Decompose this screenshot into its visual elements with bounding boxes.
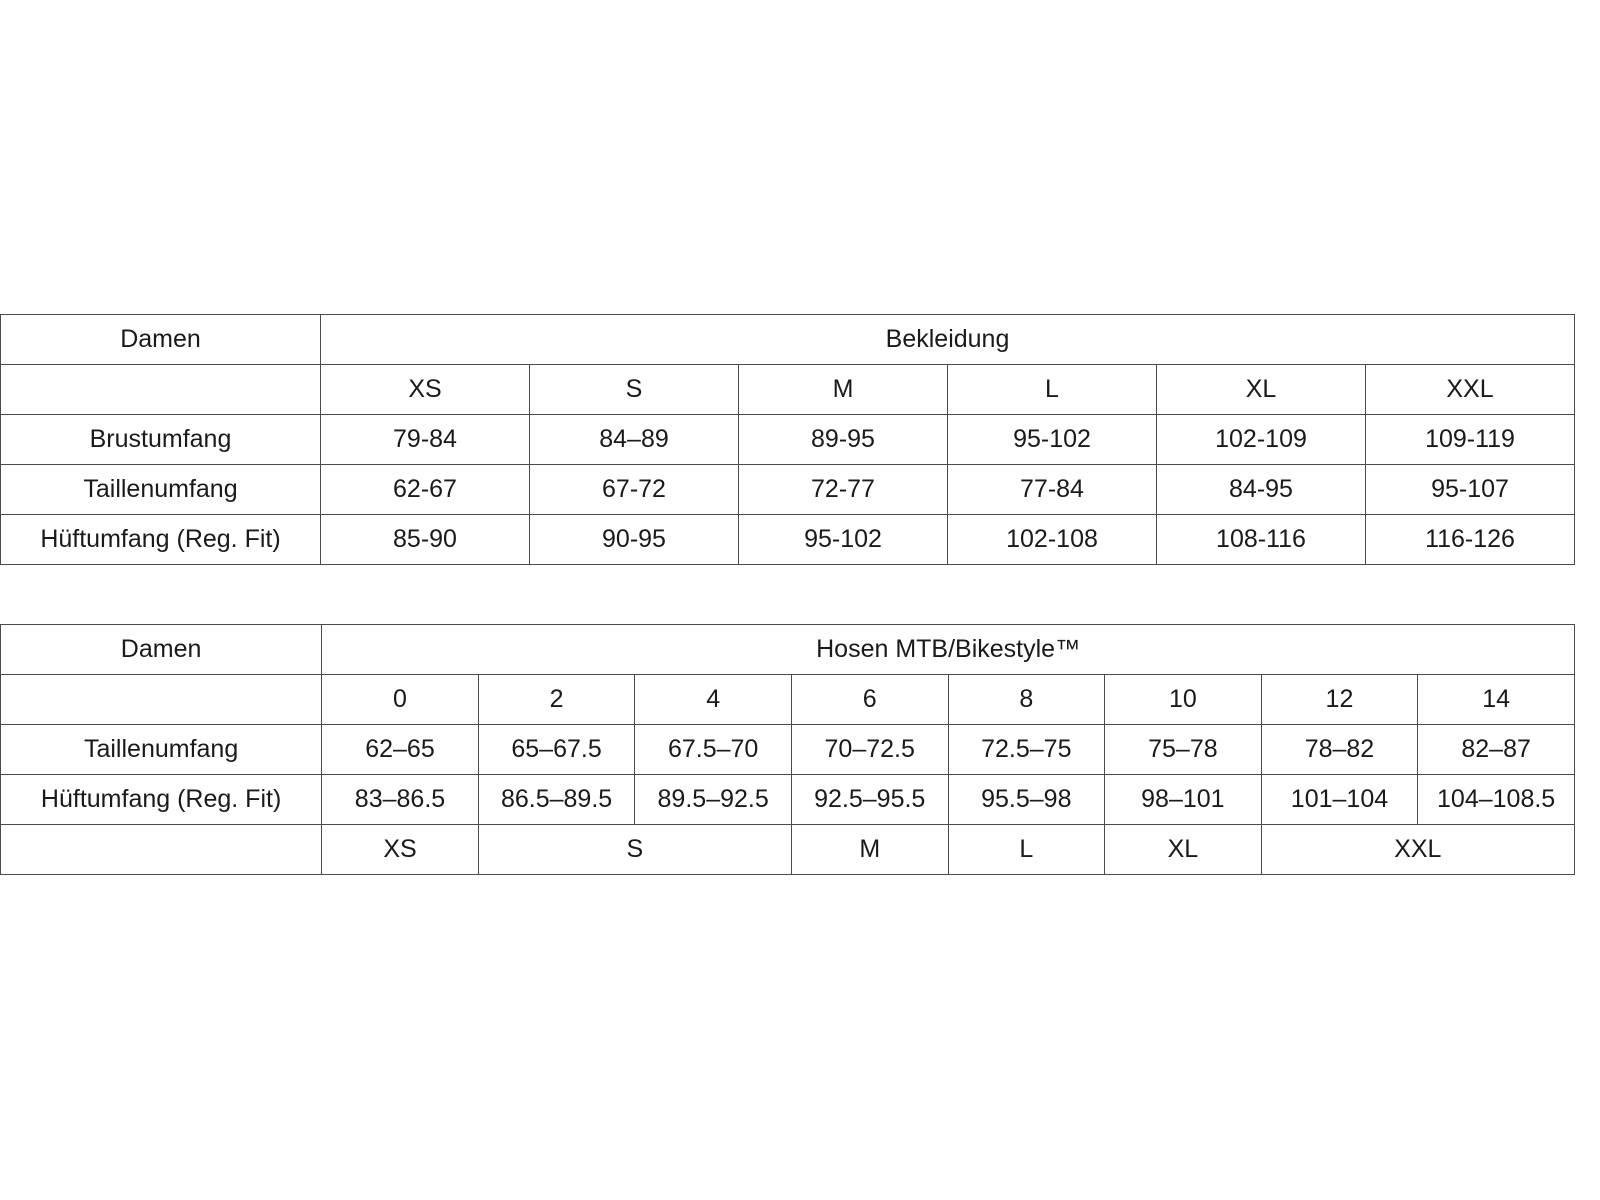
cell-hueftumfang-s: 90-95	[530, 515, 739, 565]
cell-hueftumfang-xxl: 116-126	[1366, 515, 1575, 565]
table-row	[1, 775, 1575, 825]
size-header-6: 6	[791, 675, 948, 725]
footer-size-xl: XL	[1105, 825, 1262, 875]
cell-taillenumfang-m: 72-77	[739, 465, 948, 515]
size-header-l: L	[948, 365, 1157, 415]
cell-taillenumfang-xxl: 95-107	[1366, 465, 1575, 515]
table-row-header-title	[1, 625, 1575, 675]
table-row	[1, 725, 1575, 775]
group-label-damen-pants: Damen	[1, 625, 322, 675]
footer-size-m: M	[791, 825, 948, 875]
table-row-size-headers	[1, 675, 1575, 725]
category-title-hosen: Hosen MTB/Bikestyle™	[322, 625, 1575, 675]
cell-brustumfang-l: 95-102	[948, 415, 1157, 465]
cell-brustumfang-m: 89-95	[739, 415, 948, 465]
size-header-0: 0	[322, 675, 479, 725]
cell-pants-huefte-12: 101–104	[1261, 775, 1418, 825]
cell-hueftumfang-xl: 108-116	[1157, 515, 1366, 565]
table-row-header-title	[1, 315, 1575, 365]
size-header-8: 8	[948, 675, 1105, 725]
table-pants	[0, 624, 1575, 875]
footer-spacer	[1, 825, 322, 875]
cell-hueftumfang-l: 102-108	[948, 515, 1157, 565]
cell-pants-huefte-0: 83–86.5	[322, 775, 479, 825]
cell-brustumfang-xl: 102-109	[1157, 415, 1366, 465]
cell-pants-huefte-2: 86.5–89.5	[478, 775, 635, 825]
table-row-size-headers	[1, 365, 1575, 415]
row-label-hueftumfang-pants: Hüftumfang (Reg. Fit)	[1, 775, 322, 825]
table-clothing	[0, 314, 1575, 565]
size-header-s: S	[530, 365, 739, 415]
size-header-xs: XS	[321, 365, 530, 415]
cell-taillenumfang-xs: 62-67	[321, 465, 530, 515]
cell-pants-taille-8: 72.5–75	[948, 725, 1105, 775]
cell-taillenumfang-xl: 84-95	[1157, 465, 1366, 515]
cell-taillenumfang-l: 77-84	[948, 465, 1157, 515]
size-header-spacer-pants	[1, 675, 322, 725]
cell-hueftumfang-xs: 85-90	[321, 515, 530, 565]
cell-brustumfang-xxl: 109-119	[1366, 415, 1575, 465]
size-header-spacer	[1, 365, 321, 415]
cell-pants-huefte-6: 92.5–95.5	[791, 775, 948, 825]
size-header-xxl: XXL	[1366, 365, 1575, 415]
table-row	[1, 515, 1575, 565]
cell-pants-taille-10: 75–78	[1105, 725, 1262, 775]
cell-pants-taille-6: 70–72.5	[791, 725, 948, 775]
footer-size-s: S	[478, 825, 791, 875]
cell-pants-taille-14: 82–87	[1418, 725, 1575, 775]
cell-pants-taille-4: 67.5–70	[635, 725, 792, 775]
size-header-14: 14	[1418, 675, 1575, 725]
table-row	[1, 465, 1575, 515]
group-label-damen: Damen	[1, 315, 321, 365]
size-header-4: 4	[635, 675, 792, 725]
size-header-10: 10	[1105, 675, 1262, 725]
row-label-taillenumfang: Taillenumfang	[1, 465, 321, 515]
table-row-footer-sizes	[1, 825, 1575, 875]
cell-pants-huefte-8: 95.5–98	[948, 775, 1105, 825]
size-header-m: M	[739, 365, 948, 415]
size-table-pants	[0, 624, 1575, 875]
cell-pants-huefte-4: 89.5–92.5	[635, 775, 792, 825]
footer-size-l: L	[948, 825, 1105, 875]
row-label-brustumfang: Brustumfang	[1, 415, 321, 465]
cell-brustumfang-s: 84–89	[530, 415, 739, 465]
size-header-xl: XL	[1157, 365, 1366, 415]
cell-pants-taille-0: 62–65	[322, 725, 479, 775]
cell-pants-taille-2: 65–67.5	[478, 725, 635, 775]
cell-taillenumfang-s: 67-72	[530, 465, 739, 515]
table-row	[1, 415, 1575, 465]
size-header-2: 2	[478, 675, 635, 725]
cell-pants-huefte-10: 98–101	[1105, 775, 1262, 825]
footer-size-xs: XS	[322, 825, 479, 875]
category-title-bekleidung: Bekleidung	[321, 315, 1575, 365]
size-header-12: 12	[1261, 675, 1418, 725]
footer-size-xxl: XXL	[1261, 825, 1574, 875]
size-table-clothing	[0, 314, 1575, 565]
row-label-taillenumfang-pants: Taillenumfang	[1, 725, 322, 775]
row-label-hueftumfang: Hüftumfang (Reg. Fit)	[1, 515, 321, 565]
cell-pants-huefte-14: 104–108.5	[1418, 775, 1575, 825]
cell-brustumfang-xs: 79-84	[321, 415, 530, 465]
cell-pants-taille-12: 78–82	[1261, 725, 1418, 775]
cell-hueftumfang-m: 95-102	[739, 515, 948, 565]
